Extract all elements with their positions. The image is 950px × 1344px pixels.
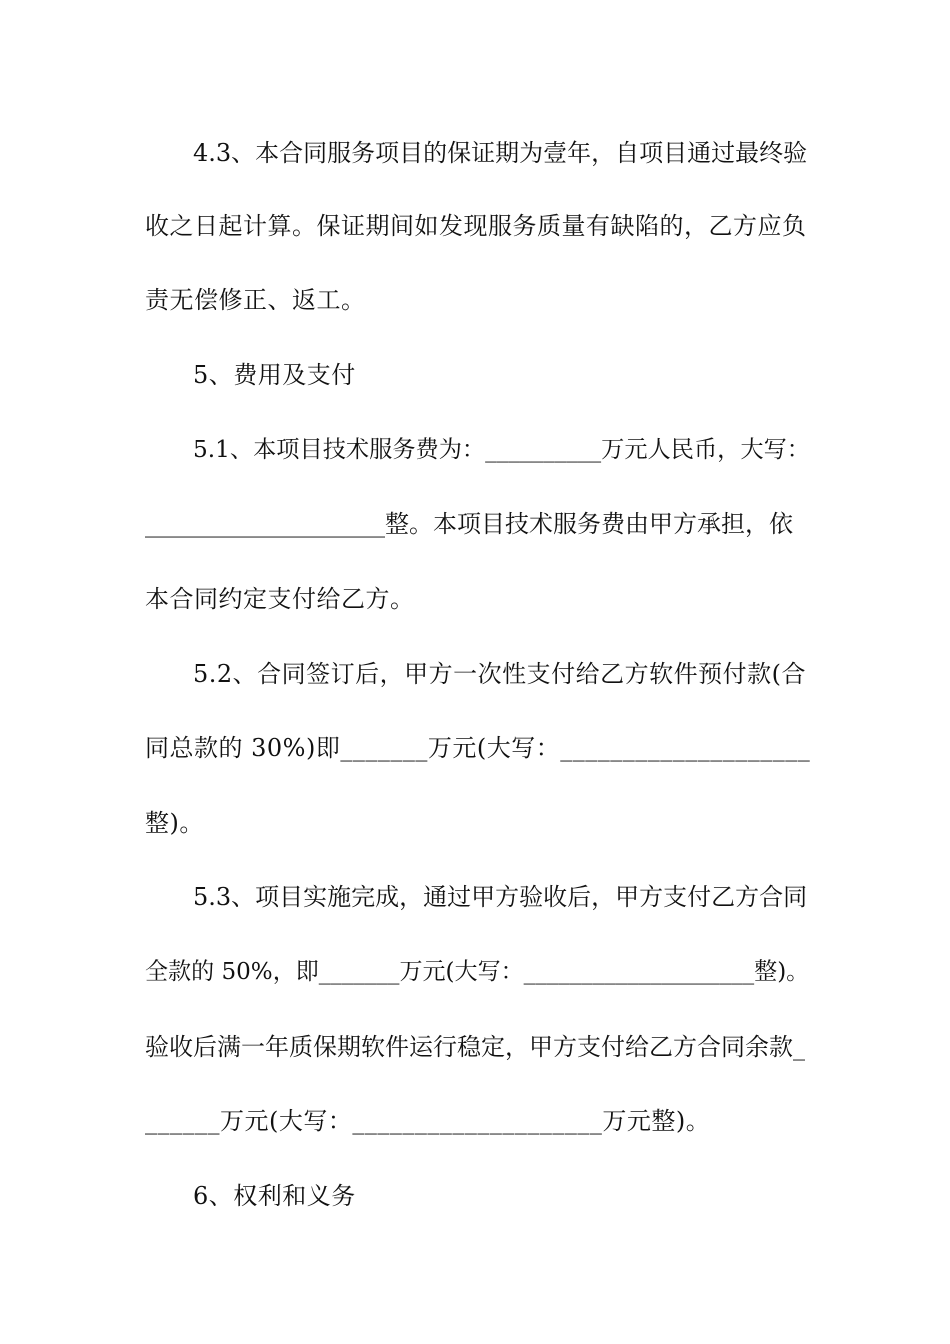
clause-5-3-line-4: ______万元(大写：____________________万元整)。 (145, 1107, 711, 1135)
section-6-heading: 6、权利和义务 (193, 1182, 356, 1210)
clause-4-3-line-3: 责无偿修正、返工。 (145, 286, 366, 314)
clause-5-2-line-1: 5.2、合同签订后，甲方一次性支付给乙方软件预付款(合 (193, 660, 807, 688)
clause-5-3-line-2: 全款的 50%，即_______万元(大写：____________________整)。 (145, 959, 810, 985)
clause-5-3-line-1: 5.3、项目实施完成，通过甲方验收后，甲方支付乙方合同 (193, 883, 808, 911)
clause-5-3-line-3: 验收后满一年质保期软件运行稳定，甲方支付给乙方合同余款_ (145, 1033, 805, 1061)
clause-5-1-line-2: ____________________整。本项目技术服务费由甲方承担，依 (145, 510, 793, 538)
clause-5-2-line-2: 同总款的 30%)即_______万元(大写：____________________ (145, 734, 811, 762)
clause-4-3-line-2: 收之日起计算。保证期间如发现服务质量有缺陷的，乙方应负 (145, 212, 807, 240)
clause-5-1-line-1: 5.1、本项目技术服务费为：__________万元人民币，大写： (193, 436, 810, 463)
clause-5-1-line-3: 本合同约定支付给乙方。 (145, 585, 415, 613)
clause-5-2-line-3: 整)。 (145, 809, 204, 837)
clause-4-3-line-1: 4.3、本合同服务项目的保证期为壹年，自项目通过最终验 (193, 139, 808, 167)
section-5-heading: 5、费用及支付 (193, 361, 356, 389)
